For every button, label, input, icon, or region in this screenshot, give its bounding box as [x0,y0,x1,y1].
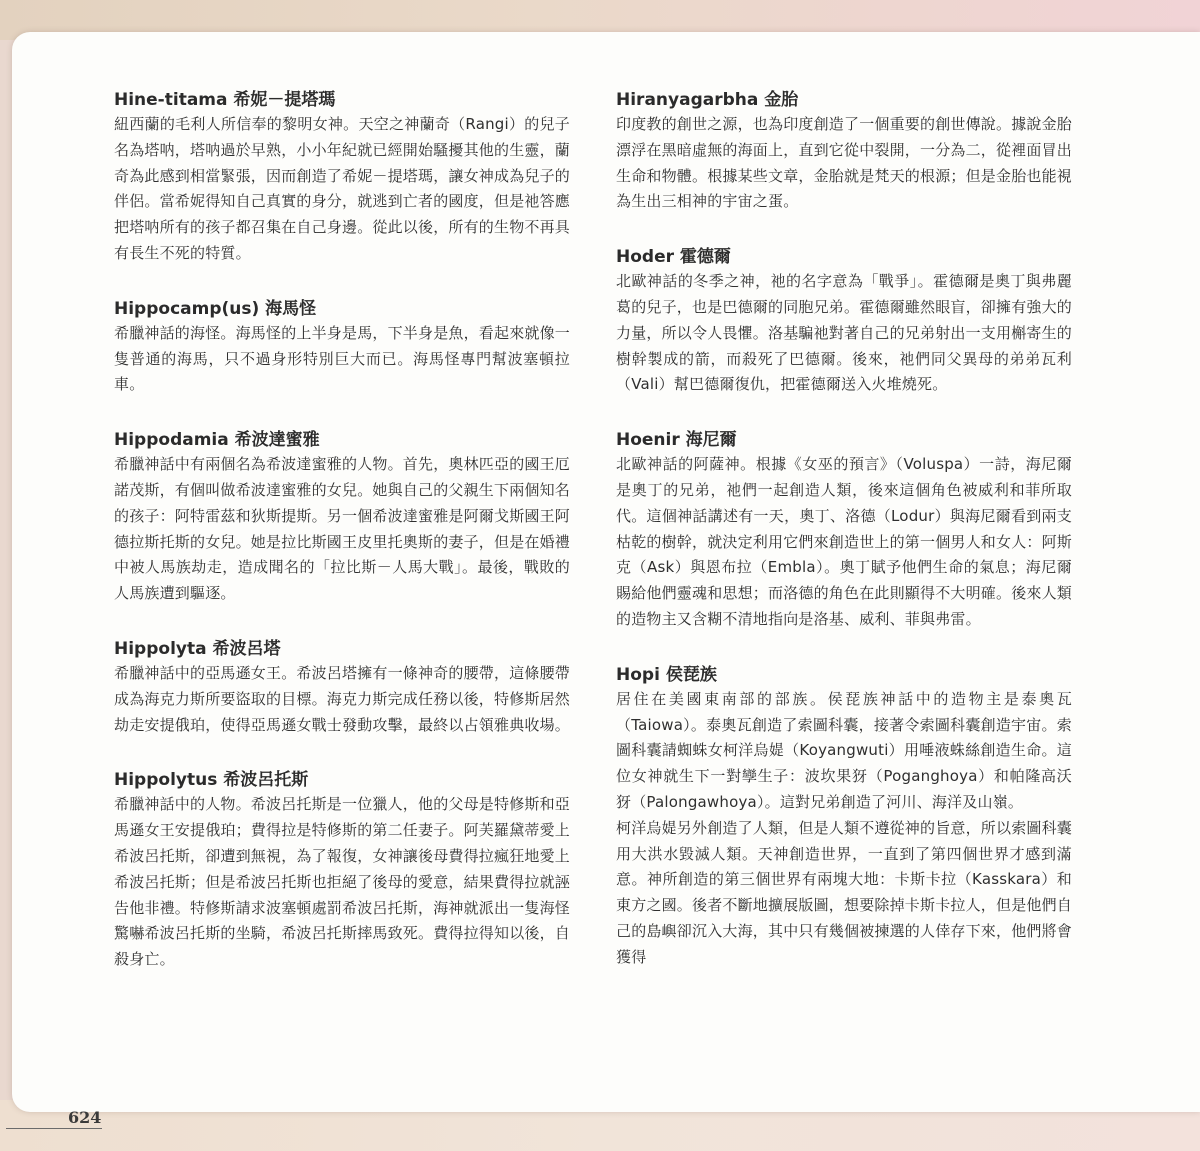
right-column [616,88,1072,971]
entry-body: 居住在美國東南部的部族。侯琵族神話中的造物主是泰奧瓦（Taiowa）。泰奧瓦創造了索圖科囊，接著令索圖科囊創造宇宙。索圖科囊請蜘蛛女柯洋烏媞（Koyangwuti）用唾液蛛絲創造生命。這位女神就生下一對孿生子：波坎果犽（Poganghoya）和帕隆高沃犽（Palongawhoya）。這對兄弟創造了河川、海洋及山嶺。 [616,689,1072,811]
entry-title: Hiranyagarbha 金胎 [616,90,799,110]
entry-body: 印度教的創世之源，也為印度創造了一個重要的創世傳說。據說金胎漂浮在黑暗虛無的海面上，直到它從中裂開，一分為二，從裡面冒出生命和物體。根據某些文章，金胎就是梵天的根源；但是金胎也能視為生出三相神的宇宙之蛋。 [616,115,1073,211]
entry-body: 紐西蘭的毛利人所信奉的黎明女神。天空之神蘭奇（Rangi）的兒子名為塔呐，塔呐過於早熟，小小年紀就已經開始騷擾其他的生靈，蘭奇為此感到相當緊張，因而創造了希妮－提塔瑪，讓女神成為兒子的伴侶。當希妮得知自己真實的身分，就逃到亡者的國度，但是祂答應把塔呐所有的孩子都召集在自己身邊。從此以後，所有的生物不再具有長生不死的特質。 [114,115,571,262]
entry-title: Hippolytus 希波呂托斯 [114,770,309,791]
entry-hoenir [616,428,1072,633]
entry-hippodamia [114,428,570,607]
entry-hoder [616,245,1072,398]
entry-title: Hippodamia 希波達蜜雅 [114,430,320,451]
entry-hopi [616,663,1072,971]
entry-hippocampus [114,297,570,398]
entry-body: 希臘神話中的亞馬遜女王。希波呂塔擁有一條神奇的腰帶，這條腰帶成為海克力斯所要盜取的目標。海克力斯完成任務以後，特修斯居然劫走安提俄珀，使得亞馬遜女戰士發動攻擊，最終以占領雅典收場。 [114,663,571,734]
entry-title: Hopi 侯琵族 [616,664,717,685]
entry-body: 北歐神話的冬季之神，祂的名字意為「戰爭」。霍德爾是奧丁與弗麗葛的兒子，也是巴德爾的同胞兄弟。霍德爾雖然眼盲，卻擁有強大的力量，所以令人畏懼。洛基騙祂對著自己的兄弟射出一支用槲寄生的樹幹製成的箭，而殺死了巴德爾。後來，祂們同父異母的弟弟瓦利（Vali）幫巴德爾復仇，把霍德爾送入火堆燒死。 [616,272,1073,394]
page-number-rule [6,1128,102,1129]
entry-body: 希臘神話中的人物。希波呂托斯是一位獵人，他的父母是特修斯和亞馬遜女王安提俄珀；費得拉是特修斯的第二任妻子。阿芙羅黛蒂愛上希波呂托斯，卻遭到無視，為了報復，女神讓後母費得拉瘋狂地愛上希波呂托斯；但是希波呂托斯也拒絕了後母的愛意，結果費得拉就誣告他非禮。特修斯請求波塞頓處罰希波呂托斯，海神就派出一隻海怪驚嚇希波呂托斯的坐騎，希波呂托斯摔馬致死。費得拉得知以後，自殺身亡。 [114,795,571,969]
entry-title: Hippocamp(us) 海馬怪 [114,298,317,319]
entry-hiranyagarbha [616,88,1072,215]
entry-title: Hippolyta 希波呂塔 [114,638,281,659]
entry-body-continued: 柯洋烏媞另外創造了人類，但是人類不遵從神的旨意，所以索圖科囊用大洪水毀滅人類。天神創造世界，一直到了第四個世界才感到滿意。神所創造的第三個世界有兩塊大地：卡斯卡拉（Kasskara）和東方之國。後者不斷地擴展版圖，想要除掉卡斯卡拉人，但是他們自己的島嶼卻沉入大海，其中只有幾個被揀選的人倖存下來，他們將會獲得 [616,818,1073,966]
entry-hippolyta [114,637,570,738]
entry-body: 希臘神話中有兩個名為希波達蜜雅的人物。首先，奧林匹亞的國王厄諾茂斯，有個叫做希波達蜜雅的女兒。她與自己的父親生下兩個知名的孩子：阿特雷茲和狄斯提斯。另一個希波達蜜雅是阿爾戈斯國王阿德拉斯托斯的女兒。她是拉比斯國王皮里托奧斯的妻子，但是在婚禮中被人馬族劫走，造成聞名的「拉比斯－人馬大戰」。最後，戰敗的人馬族遭到驅逐。 [114,455,571,603]
entry-title: Hoder 霍德爾 [616,247,731,268]
entry-hippolytus [114,768,570,973]
entry-body: 希臘神話的海怪。海馬怪的上半身是馬，下半身是魚，看起來就像一隻普通的海馬，只不過身形特別巨大而已。海馬怪專門幫波塞頓拉車。 [114,323,571,394]
left-column [114,88,570,973]
entry-title: Hine-titama 希妮－提塔瑪 [114,90,336,110]
entry-body: 北歐神話的阿薩神。根據《女巫的預言》（Voluspa）一詩，海尼爾是奧丁的兄弟，祂們一起創造人類，後來這個角色被威利和菲所取代。這個神話講述有一天，奧丁、洛德（Lodur）與海尼爾看到兩支枯乾的樹幹，就決定利用它們來創造世上的第一個男人和女人：阿斯克（Ask）與恩布拉（Embla）。奧丁賦予他們生命的氣息；海尼爾賜給他們靈魂和思想；而洛德的角色在此則顯得不大明確。後來人類的造物主又含糊不清地指向是洛基、威利、菲與弗雷。 [616,455,1073,628]
page-number: 624 [68,1108,102,1127]
entry-hine-titama [114,88,570,267]
entry-title: Hoenir 海尼爾 [616,430,737,451]
